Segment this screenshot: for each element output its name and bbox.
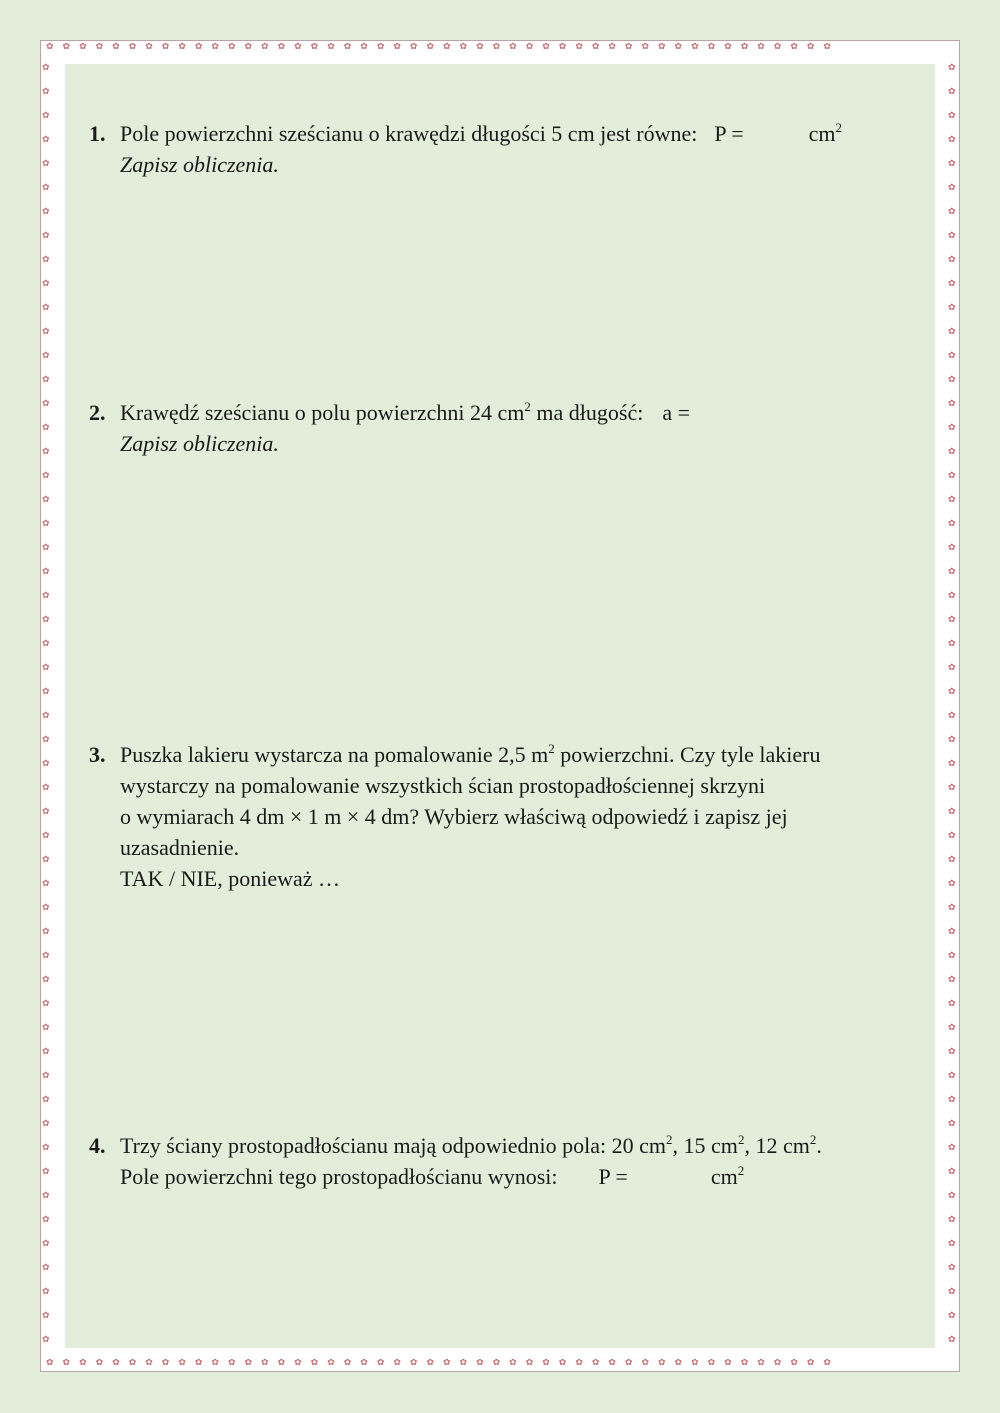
task-1: [89, 118, 905, 180]
task-1-unit: cm: [808, 121, 836, 146]
ornament-right: ✿✿✿✿✿✿✿✿✿✿✿✿✿✿✿✿✿✿✿✿✿✿✿✿✿✿✿✿✿✿✿✿✿✿✿✿✿✿✿✿✿✿✿✿✿✿✿✿✿✿✿✿✿✿: [948, 63, 956, 1345]
task-number: 2.: [89, 400, 106, 425]
task-4-unit: cm: [710, 1164, 738, 1189]
task-2-exponent: 2: [524, 399, 531, 414]
ornament-top: ✿✿✿✿✿✿✿✿✿✿✿✿✿✿✿✿✿✿✿✿✿✿✿✿✿✿✿✿✿✿✿✿✿✿✿✿✿✿✿✿✿✿✿✿✿✿✿✿: [46, 43, 840, 52]
task-number: 1.: [89, 121, 106, 146]
task-4-line-2: [120, 1161, 905, 1192]
task-4-value-3: , 12 cm: [744, 1133, 810, 1158]
task-4-line-1-a: Trzy ściany prostopadłościanu mają odpowiednio pola: 20 cm: [120, 1133, 667, 1158]
task-number: 4.: [89, 1133, 106, 1158]
task-2-question: [120, 397, 905, 428]
task-number: 3.: [89, 742, 106, 767]
task-4-answer-label: P =: [598, 1164, 628, 1189]
task-1-instruction: Zapisz obliczenia.: [120, 152, 279, 177]
task-2: [89, 397, 905, 459]
task-4-exponent-3: 2: [809, 1132, 817, 1147]
task-4-line-1: [120, 1130, 905, 1161]
task-4-value-2: , 15 cm: [672, 1133, 738, 1158]
task-1-answer-label: P =: [714, 121, 744, 146]
task-4: [89, 1130, 905, 1192]
task-4-question: Pole powierzchni tego prostopadłościanu wynosi:: [120, 1164, 558, 1189]
task-3-line-5: TAK / NIE, ponieważ …: [120, 866, 341, 891]
content-area: [65, 64, 935, 1348]
task-3-line-1-b: powierzchni. Czy tyle lakieru: [560, 742, 821, 767]
task-3-line-1-a: Puszka lakieru wystarcza na pomalowanie 2,5 m: [120, 742, 549, 767]
task-3: [89, 739, 905, 894]
task-3-exponent: 2: [548, 741, 555, 756]
task-1-text: Pole powierzchni sześcianu o krawędzi długości 5 cm jest równe:: [120, 121, 698, 146]
task-4-exponent-2: 2: [737, 1132, 745, 1147]
task-1-question: [120, 118, 905, 149]
ornament-left: ✿✿✿✿✿✿✿✿✿✿✿✿✿✿✿✿✿✿✿✿✿✿✿✿✿✿✿✿✿✿✿✿✿✿✿✿✿✿✿✿✿✿✿✿✿✿✿✿✿✿✿✿✿✿: [42, 63, 50, 1345]
page-frame: [40, 40, 960, 1372]
task-3-line-3: o wymiarach 4 dm × 1 m × 4 dm? Wybierz właściwą odpowiedź i zapisz jej: [120, 804, 788, 829]
task-2-answer-label: a =: [662, 400, 691, 425]
task-2-instruction: Zapisz obliczenia.: [120, 431, 279, 456]
ornament-bottom: ✿✿✿✿✿✿✿✿✿✿✿✿✿✿✿✿✿✿✿✿✿✿✿✿✿✿✿✿✿✿✿✿✿✿✿✿✿✿✿✿✿✿✿✿✿✿✿✿: [46, 1359, 840, 1368]
task-3-line-2: wystarczy na pomalowanie wszystkich ścian prostopadłościennej skrzyni: [120, 773, 766, 798]
task-4-period: .: [816, 1133, 822, 1158]
task-4-unit-exponent: 2: [737, 1163, 745, 1178]
task-4-exponent-1: 2: [666, 1132, 673, 1147]
task-1-unit-exponent: 2: [835, 120, 843, 135]
task-3-line-4: uzasadnienie.: [120, 835, 240, 860]
task-2-text-a: Krawędź sześcianu o polu powierzchni 24 cm: [120, 400, 525, 425]
task-3-line-1: [120, 739, 905, 770]
task-2-text-b: ma długość:: [536, 400, 644, 425]
